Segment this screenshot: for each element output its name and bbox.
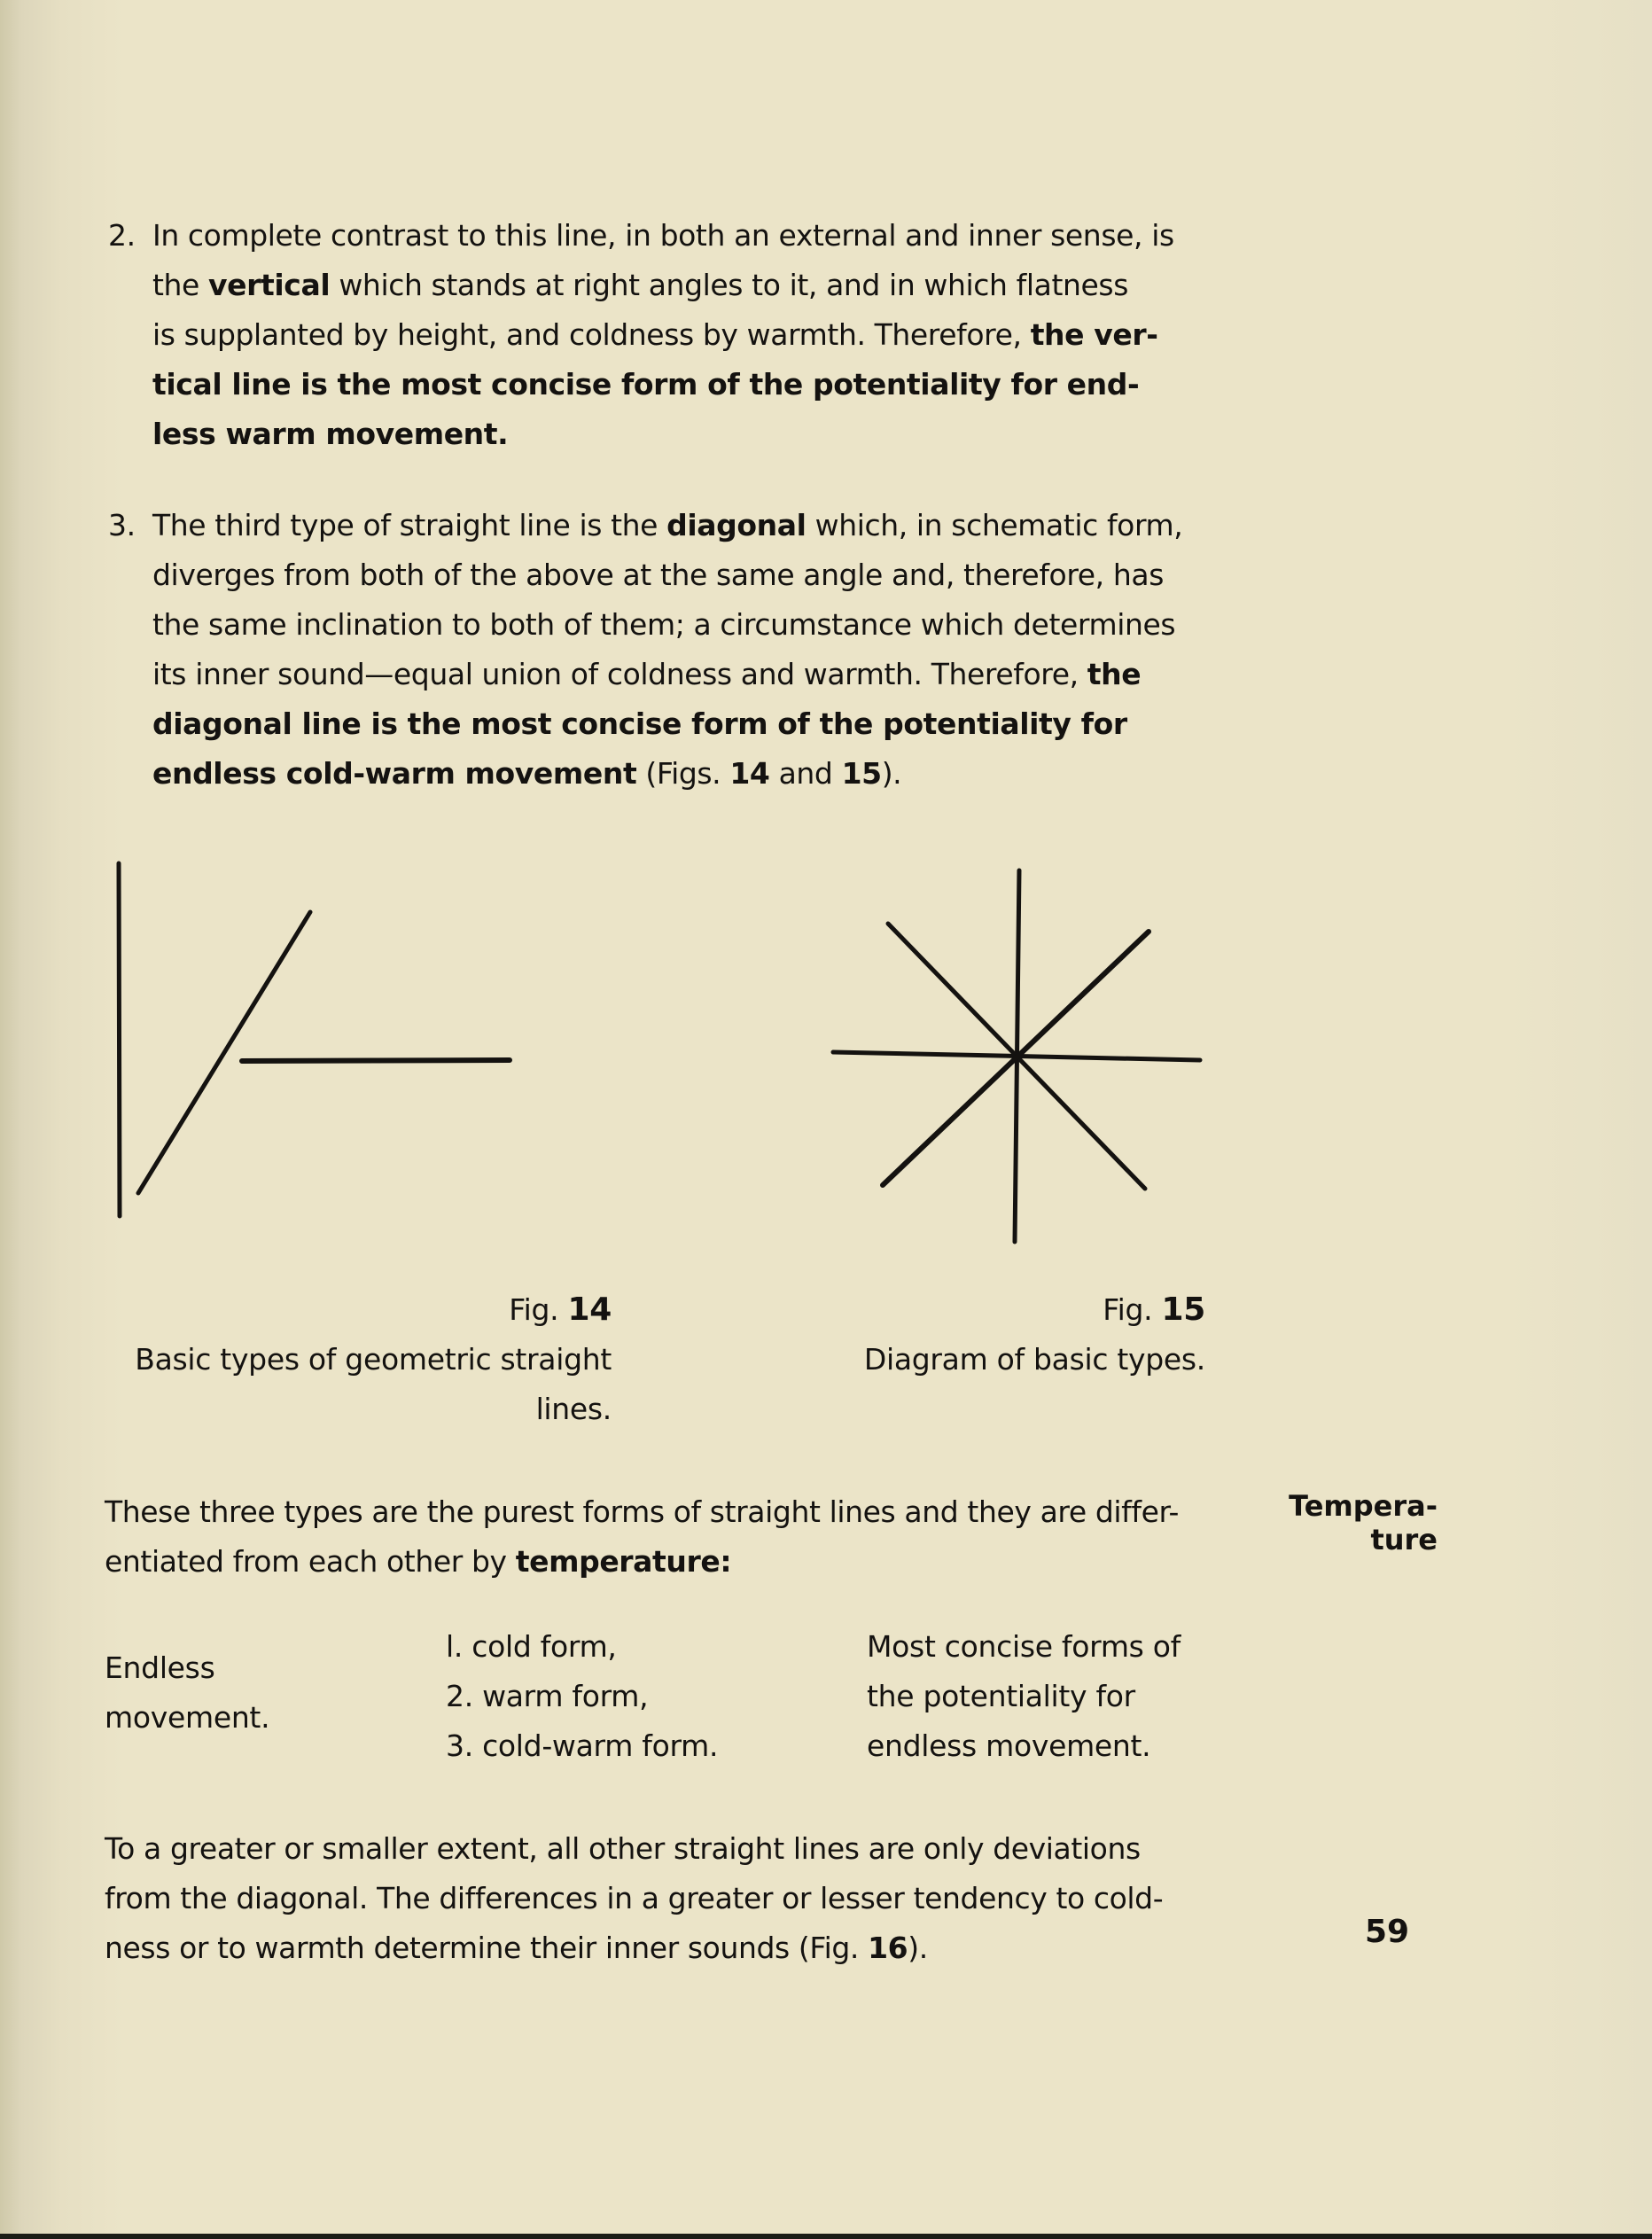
figure-14-caption-line: Basic types of geometric straight [135,1342,612,1377]
figure-15-label: Fig. 15 [1103,1291,1205,1328]
text-run: The third type of straight line is the [152,508,667,542]
text-line [152,410,1207,459]
bold-text: the [1087,657,1142,691]
bold-text: vertical [208,268,331,302]
text-line [105,1874,1207,1923]
forms-list [446,1622,718,1771]
text-run: its inner sound—equal union of coldness and warmth. Therefore, [152,657,1087,691]
bold-text: diagonal line is the most concise form of the potentiality for [152,706,1127,741]
vertical-line [119,863,120,1216]
text-line [105,1923,1207,1973]
paragraph-body [152,501,1207,799]
text-line [152,749,1207,799]
figure-15-caption [780,1285,1205,1385]
forms-label: Endless movement. [105,1650,270,1735]
text-run: ). [908,1931,928,1965]
text-line [152,699,1207,749]
figure-14-number: 14 [567,1291,612,1328]
text-run: from the diagonal. The differences in a greater or lesser tendency to cold- [105,1881,1164,1915]
text-line [105,1824,1207,1874]
text-line [152,600,1207,650]
bold-text: the ver- [1030,317,1158,352]
figure-15-diagram-of-basic-types [798,833,1241,1259]
text-run: is supplanted by height, and coldness by warmth. Therefore, [152,317,1031,352]
text-run: the [152,268,209,302]
text-line [152,360,1207,410]
bold-text: temperature: [515,1544,732,1579]
paragraph-vertical-line [108,211,1207,459]
text-run: diverges from both of the above at the same angle and, therefore, has [152,558,1164,592]
page-number: 59 [1365,1914,1410,1950]
bold-text: less warm movement. [152,417,509,451]
text-run: entiated from each other by [105,1544,516,1579]
bold-text: 16 [868,1931,908,1965]
figure-14-basic-line-types [89,833,665,1259]
text-run: which stands at right angles to it, and in which flatness [330,268,1129,302]
text-run: These three types are the purest forms of straight lines and they are differ- [105,1494,1180,1529]
text-line [152,650,1207,699]
text-run: ). [881,756,902,791]
figure-15-number: 15 [1161,1291,1205,1328]
paragraph-body [152,211,1207,459]
bold-text: 15 [841,756,882,791]
margin-note-line: Tempera- [1289,1489,1438,1523]
bold-text: tical line is the most concise form of the potentiality for end- [152,367,1140,402]
text-line [105,1537,1207,1587]
bold-text: diagonal [666,508,807,542]
diagonal-line [138,912,310,1193]
bold-text: endless cold-warm movement [152,756,637,791]
text-run: the same inclination to both of them; a circumstance which determines [152,607,1176,642]
figure-15-caption-line: Diagram of basic types. [863,1342,1205,1377]
figure-14-drawing [89,833,665,1259]
figure-14-caption [97,1285,612,1434]
forms-description: Most concise forms of the potentiality for endless movement. [867,1629,1181,1763]
text-run: ness or to warmth determine their inner sounds (Fig. [105,1931,869,1965]
paragraph-deviations [105,1824,1207,1973]
forms-table [105,1622,1212,1773]
figure-14-caption-line: lines. [535,1392,612,1426]
paragraph-number: 2. [108,218,136,253]
paragraph-body [105,1487,1207,1587]
text-line [105,1487,1207,1537]
text-run: To a greater or smaller extent, all other straight lines are only deviations [105,1831,1141,1866]
text-line [152,261,1207,310]
paragraph-temperature-intro [105,1487,1207,1587]
scan-bottom-edge [0,2234,1652,2239]
paragraph-number: 3. [108,508,136,542]
text-run: (Figs. [636,756,730,791]
paragraph-diagonal-line [108,501,1207,799]
text-line [152,211,1207,261]
text-run: and [769,756,842,791]
text-line [152,310,1207,360]
text-line [152,550,1207,600]
figure-14-label: Fig. 14 [509,1291,612,1328]
list-item: l. cold form, [446,1629,617,1664]
list-item: 2. warm form, [446,1679,649,1713]
text-run: In complete contrast to this line, in both an external and inner sense, is [152,218,1174,253]
margin-note [1241,1489,1438,1556]
text-line [152,501,1207,550]
figure-15-drawing [798,833,1241,1259]
text-run: which, in schematic form, [806,508,1183,542]
bold-text: 14 [729,756,770,791]
paragraph-body [105,1824,1207,1973]
list-item: 3. cold-warm form. [446,1728,719,1763]
horizontal-line [242,1060,510,1061]
margin-note-line: ture [1370,1523,1438,1556]
